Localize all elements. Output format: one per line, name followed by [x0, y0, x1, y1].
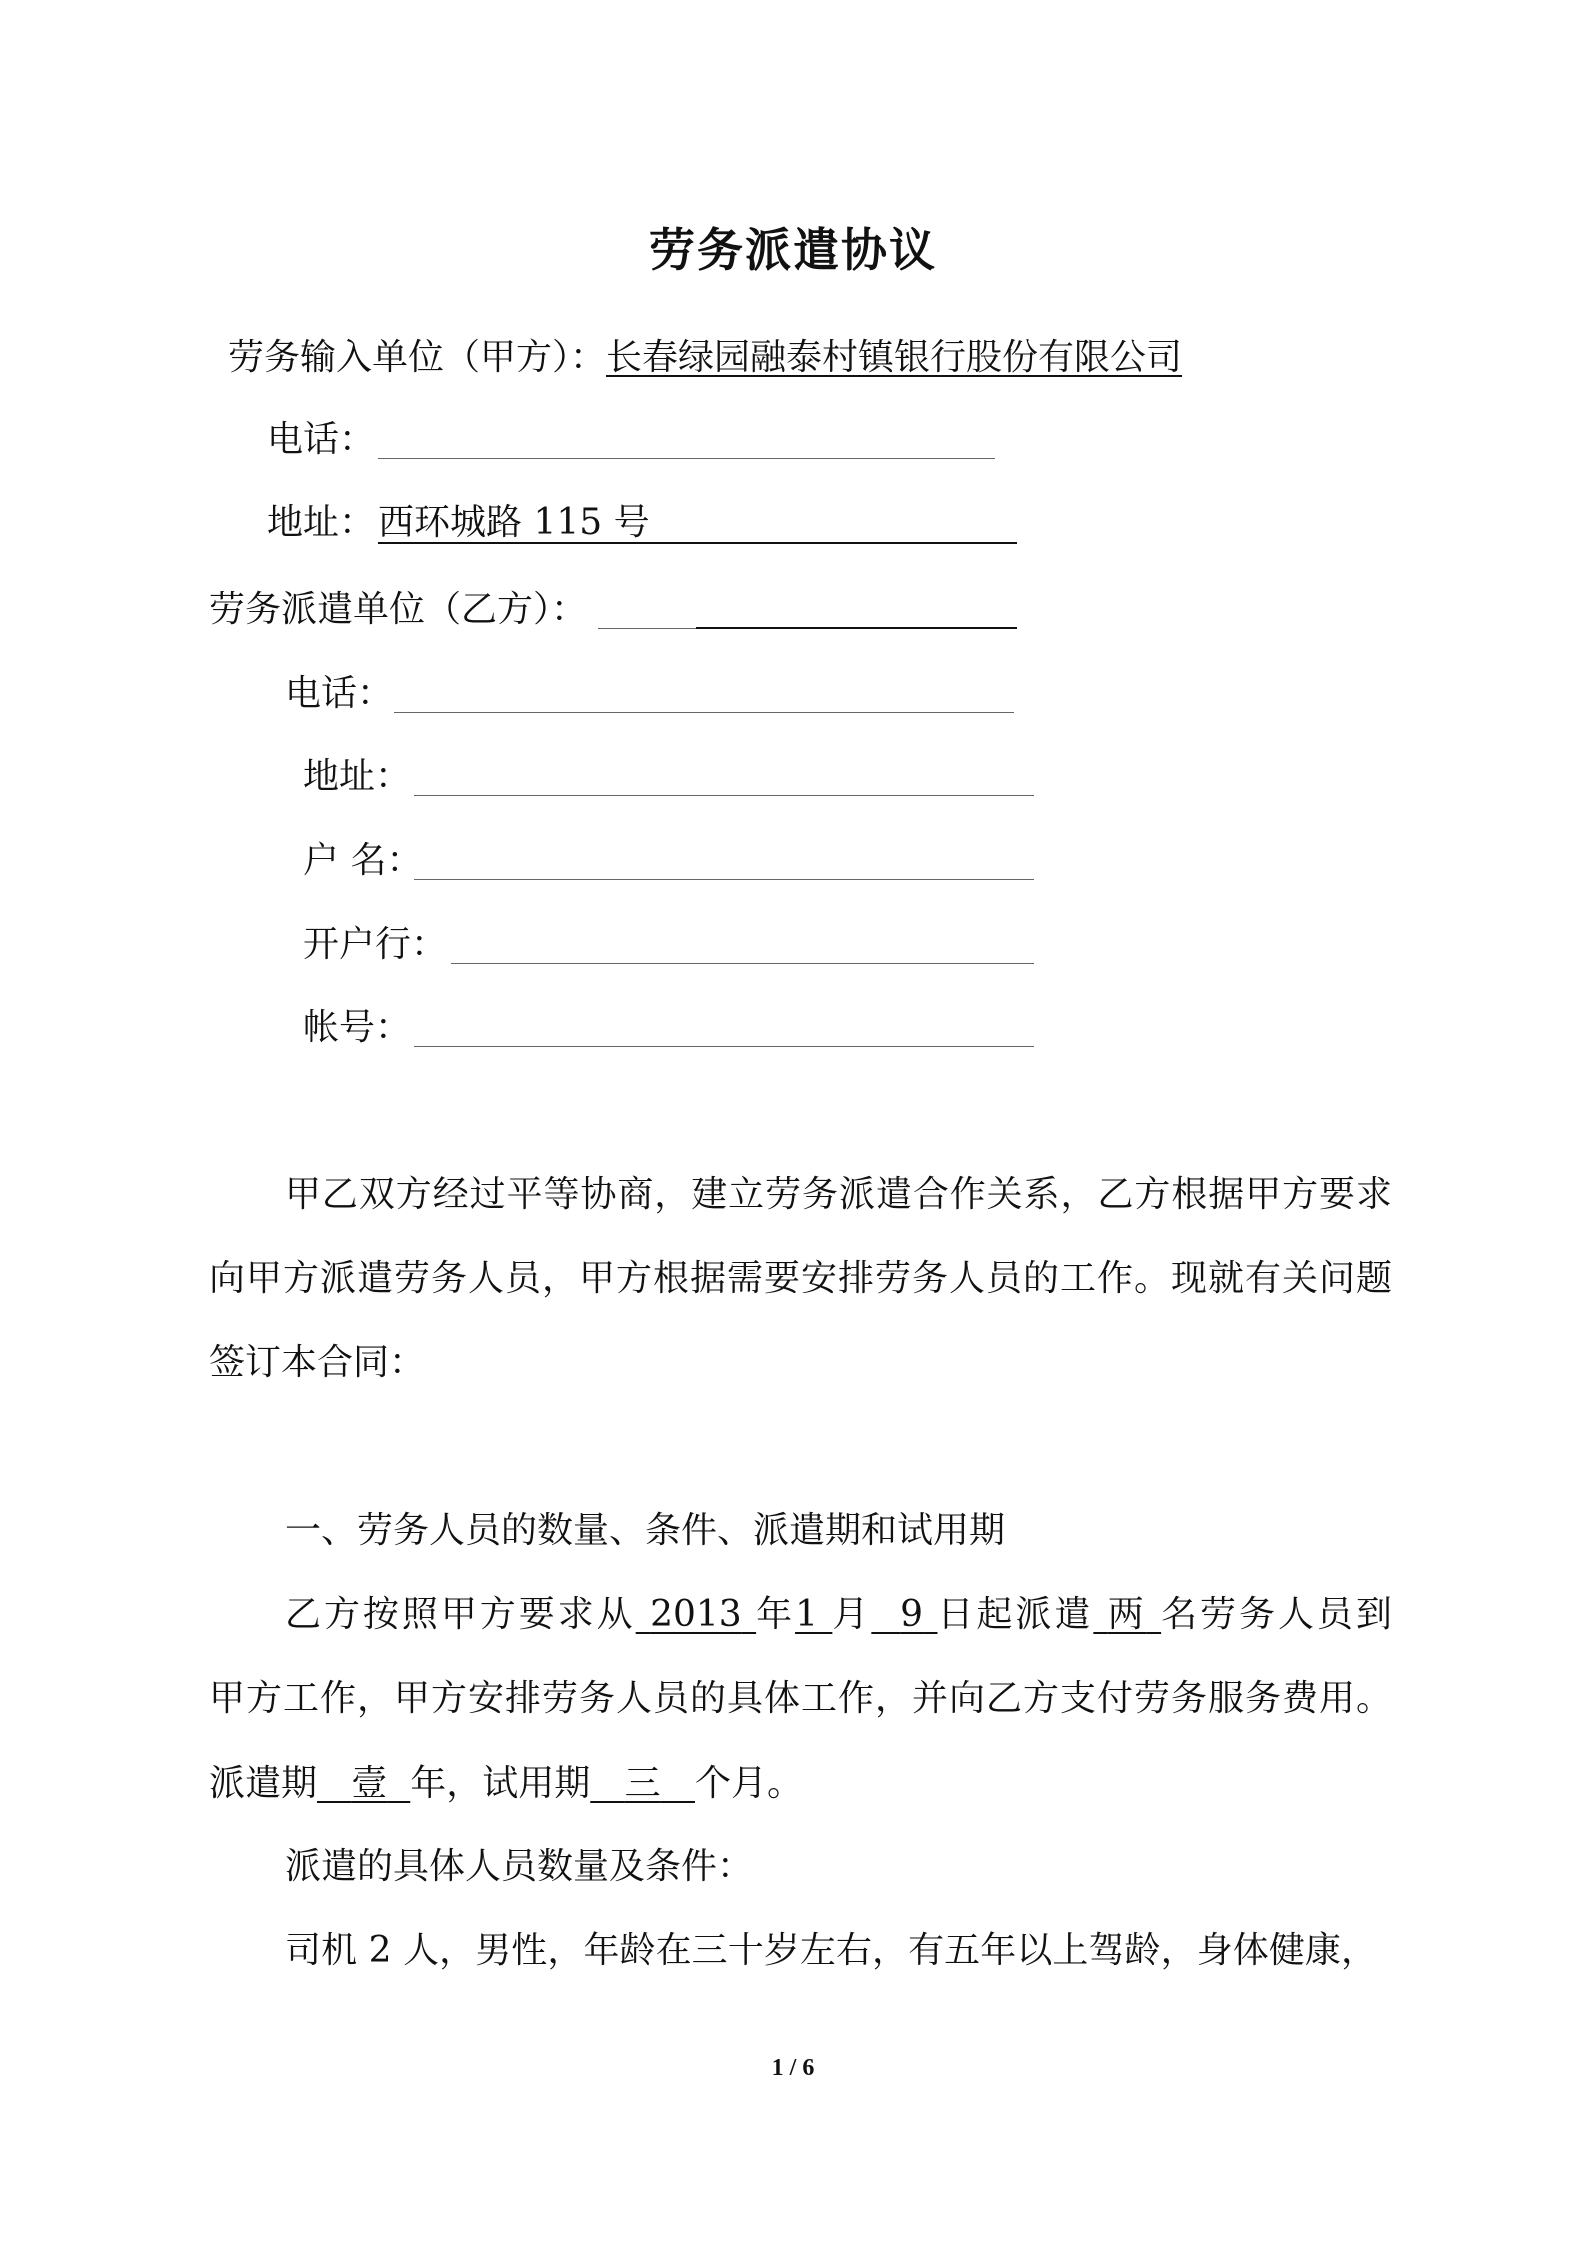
party-b-name-field-start[interactable]: [598, 628, 696, 629]
text: 乙方按照甲方要求从: [285, 1594, 636, 1635]
party-a-phone-field[interactable]: [378, 458, 995, 459]
party-b-name-field[interactable]: [696, 627, 1017, 629]
start-year: [636, 1594, 756, 1635]
start-day: [871, 1594, 937, 1635]
text: 年: [756, 1594, 796, 1635]
document-title: 劳务派遣协议: [649, 223, 937, 277]
party-a-phone-label: 电话：: [267, 419, 376, 460]
text: 月: [832, 1594, 872, 1635]
party-b-address-field[interactable]: [414, 795, 1034, 796]
party-a-name: 长春绿园融泰村镇银行股份有限公司: [606, 337, 1183, 378]
intro-line-2: 向甲方派遣劳务人员，甲方根据需要安排劳务人员的工作。现就有关问题: [209, 1258, 1392, 1299]
start-month-value: 1: [795, 1594, 818, 1635]
party-b-address-label: 地址：: [303, 756, 412, 797]
start-month: [795, 1594, 832, 1635]
start-day-value: 9: [900, 1594, 924, 1635]
worker-count-value: 两: [1107, 1594, 1147, 1635]
start-year-value: 2013: [650, 1594, 742, 1635]
driver-conditions: 司机 2 人，男性，年龄在三十岁左右，有五年以上驾龄，身体健康，: [285, 1930, 1377, 1971]
party-b-bank-field[interactable]: [451, 963, 1034, 964]
party-b-bank-label: 开户行：: [303, 924, 448, 965]
section-1-line-1: [285, 1593, 1392, 1637]
party-b-phone-field[interactable]: [394, 712, 1014, 713]
dispatch-period: [317, 1763, 410, 1804]
party-b-phone-label: 电话：: [285, 673, 394, 714]
party-a-address-field[interactable]: [378, 542, 1017, 544]
text: 派遣期: [209, 1763, 318, 1804]
section-1-line-2: 甲方工作，甲方安排劳务人员的具体工作，并向乙方支付劳务服务费用。: [209, 1678, 1392, 1719]
party-b-account-name-field[interactable]: [414, 879, 1034, 880]
text: 年，试用期: [410, 1763, 591, 1804]
intro-line-1: 甲乙双方经过平等协商，建立劳务派遣合作关系，乙方根据甲方要求: [285, 1174, 1392, 1215]
intro-line-3: 签订本合同：: [209, 1342, 426, 1383]
party-a-row: [228, 336, 1182, 380]
section-1-line-3: [209, 1762, 803, 1806]
section-1-heading: 一、劳务人员的数量、条件、派遣期和试用期: [285, 1510, 1006, 1551]
text: 日起派遣: [937, 1594, 1094, 1635]
text: 名劳务人员到: [1161, 1594, 1392, 1635]
dispatch-period-value: 壹: [351, 1763, 388, 1804]
party-a-label: 劳务输入单位（甲方）：: [228, 337, 607, 378]
party-a-address-label: 地址：: [267, 502, 376, 543]
worker-count: [1093, 1594, 1161, 1635]
party-a-address-value: 西环城路 115 号: [378, 502, 650, 543]
page-number: 1 / 6: [771, 2055, 815, 2081]
conditions-label: 派遣的具体人员数量及条件：: [285, 1846, 754, 1887]
party-b-account-name-label: 户 名：: [303, 840, 423, 881]
trial-period: [590, 1763, 695, 1804]
trial-period-value: 三: [624, 1763, 661, 1804]
party-b-label: 劳务派遣单位（乙方）：: [209, 589, 588, 630]
text: 个月。: [694, 1763, 803, 1804]
party-b-account-no-field[interactable]: [414, 1046, 1034, 1047]
party-b-account-no-label: 帐号：: [303, 1007, 412, 1048]
